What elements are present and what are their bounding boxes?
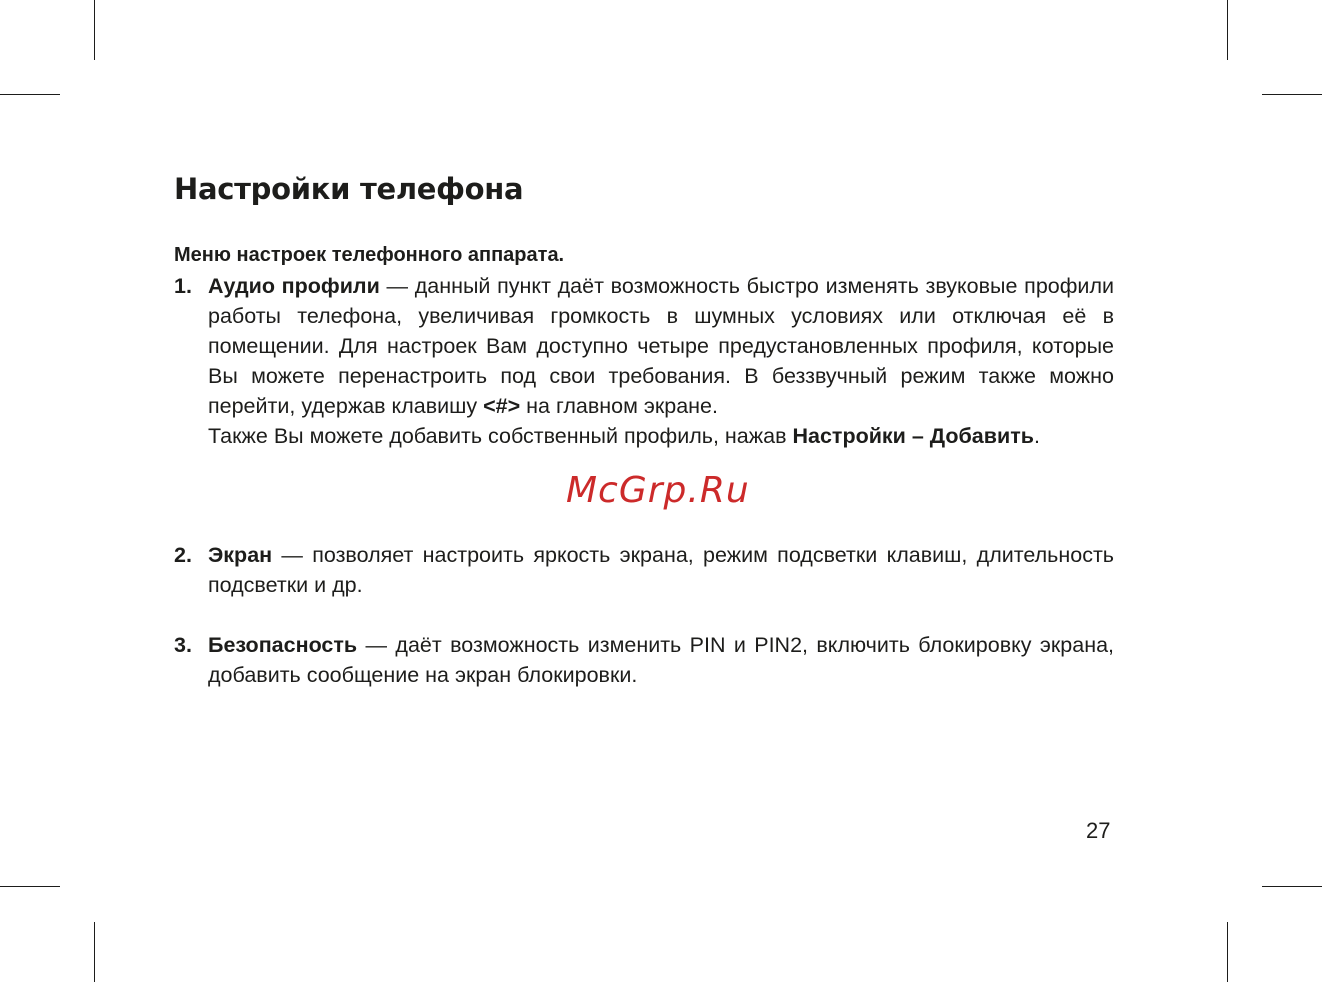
crop-mark-bottom-right-horizontal <box>1262 886 1322 887</box>
crop-mark-top-right-horizontal <box>1262 94 1322 95</box>
item-extra-end: . <box>1033 424 1040 448</box>
crop-mark-bottom-left-horizontal <box>0 886 60 887</box>
item-number: 1. <box>174 274 192 298</box>
item-number: 3. <box>174 633 192 657</box>
crop-mark-bottom-right-vertical <box>1227 922 1228 982</box>
item-extra-text: Также Вы можете добавить собственный профиль, нажав <box>208 424 793 448</box>
item-text: — данный пункт даёт возможность быстро изменять звуковые профили работы телефона, увеличивая громкость в шумных условиях или отключая её в помещении. Для настроек Вам доступно четыре предустановленных профиля, которые Вы можете перенастроить под свои требования. В беззвучный режим также можно перейти, удержав клавишу <box>208 274 1114 418</box>
item-paragraph <box>208 630 1114 690</box>
item-paragraph <box>208 540 1114 600</box>
item-key: <#> <box>483 394 521 418</box>
item-text: — даёт возможность изменить PIN и PIN2, включить блокировку экрана, добавить сообщение на экран блокировки. <box>208 633 1114 687</box>
item-paragraph <box>208 271 1114 421</box>
list-item-audio-profiles <box>174 271 1114 451</box>
section-intro: Меню настроек телефонного аппарата. <box>174 244 565 266</box>
crop-mark-top-left-horizontal <box>0 94 60 95</box>
crop-mark-top-right-vertical <box>1227 0 1228 60</box>
crop-mark-top-left-vertical <box>94 0 95 60</box>
page-number: 27 <box>1086 818 1111 843</box>
item-number: 2. <box>174 543 192 567</box>
list-item-security <box>174 630 1114 690</box>
item-text: — позволяет настроить яркость экрана, режим подсветки клавиш, длительность подсветки и др. <box>208 543 1114 597</box>
list-item-screen <box>174 540 1114 600</box>
item-term: Аудио профили <box>208 274 380 298</box>
item-text-end: на главном экране. <box>520 394 718 418</box>
watermark: McGrp.Ru <box>566 470 750 511</box>
item-extra-bold: Настройки – Добавить <box>792 424 1034 448</box>
crop-mark-bottom-left-vertical <box>94 922 95 982</box>
item-term: Экран <box>208 543 273 567</box>
page-title: Настройки телефона <box>174 172 524 206</box>
item-term: Безопасность <box>208 633 358 657</box>
item-extra-paragraph <box>208 421 1114 451</box>
